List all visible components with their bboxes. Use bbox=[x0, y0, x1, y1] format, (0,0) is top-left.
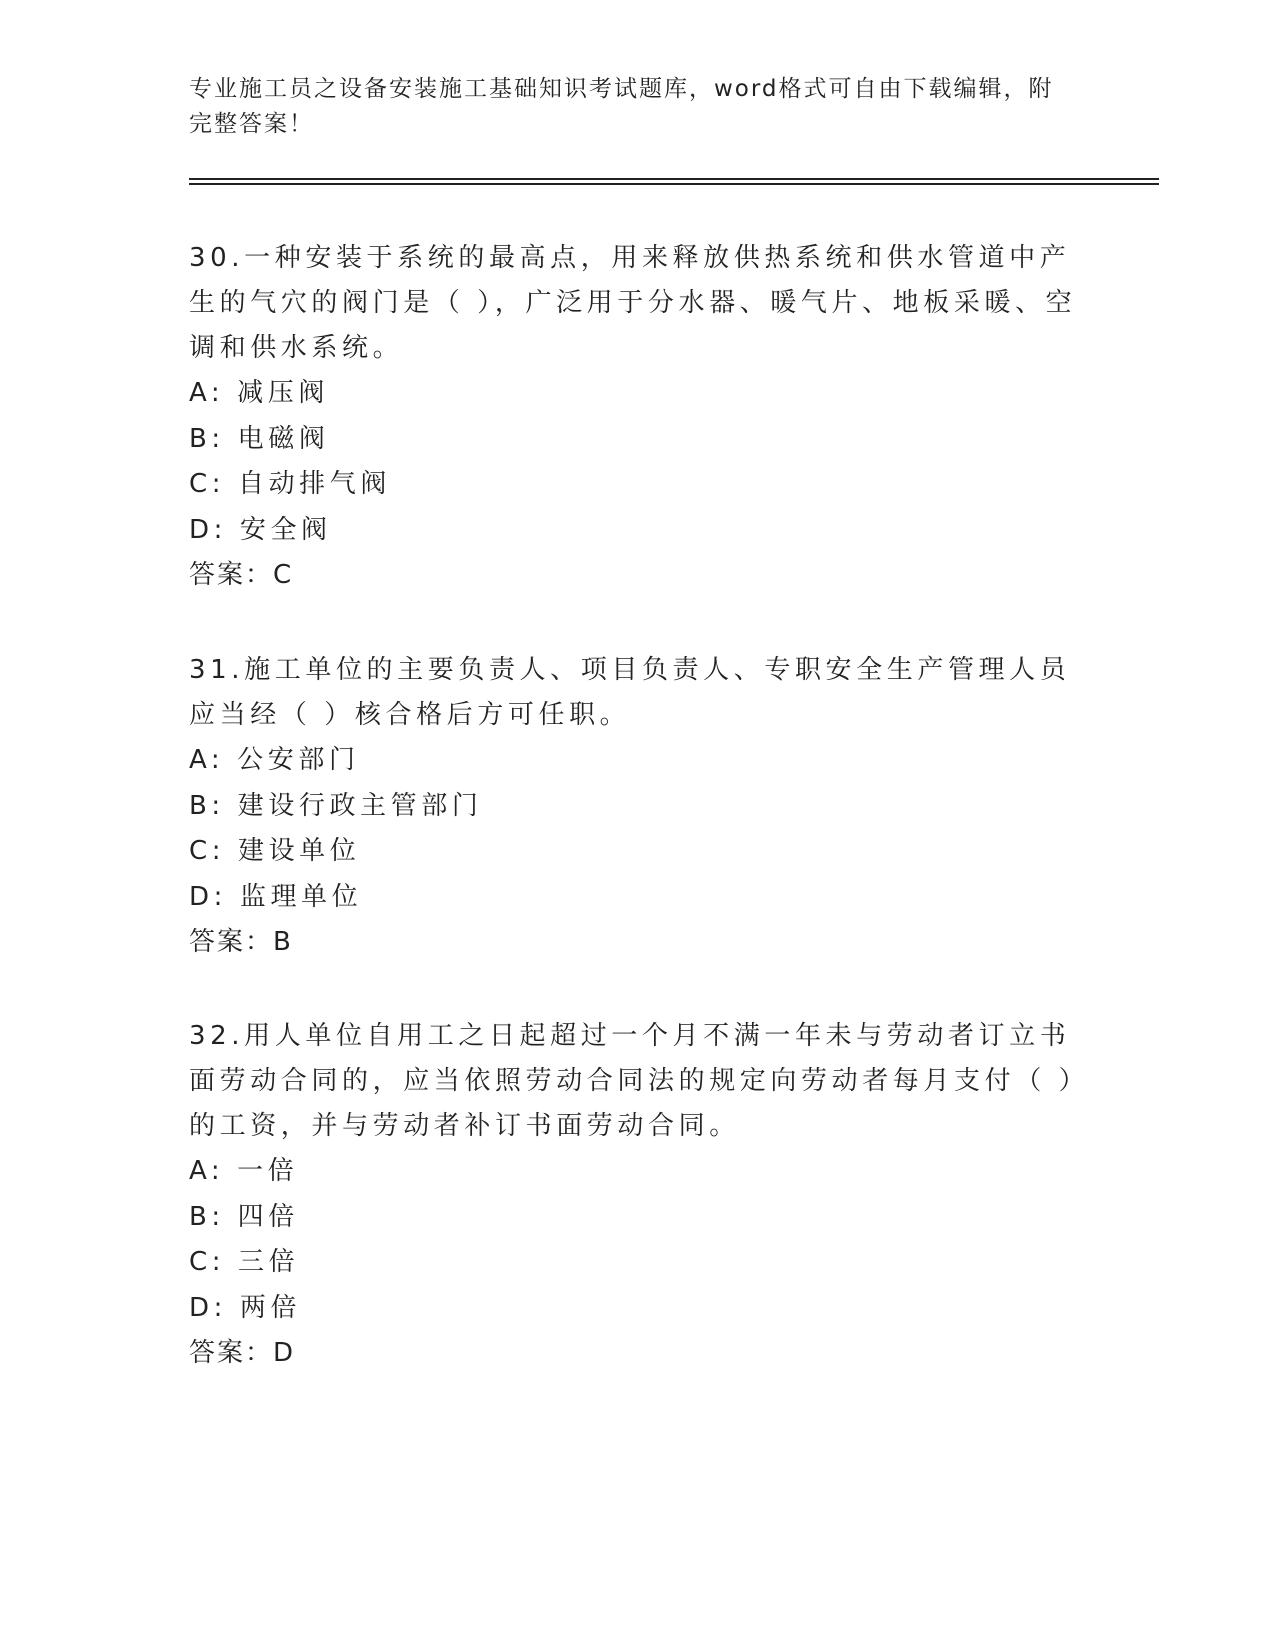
option-b: B: 电磁阀 bbox=[189, 423, 330, 454]
option-b: B: 建设行政主管部门 bbox=[189, 790, 483, 821]
option-a: A: 减压阀 bbox=[189, 378, 329, 408]
question-30 bbox=[189, 236, 1089, 598]
question-stem: 31.施工单位的主要负责人、项目负责人、专职安全生产管理人员应当经（ ）核合格后方可任职。 bbox=[189, 655, 1071, 730]
header-divider-top bbox=[189, 178, 1159, 180]
option-c: C: 自动排气阀 bbox=[189, 469, 391, 499]
answer: 答案：B bbox=[189, 927, 293, 957]
option-d: D: 两倍 bbox=[189, 1292, 302, 1323]
option-d: D: 监理单位 bbox=[189, 881, 363, 912]
option-c: C: 三倍 bbox=[189, 1247, 300, 1277]
document-header: 专业施工员之设备安装施工基础知识考试题库，word格式可自由下载编辑，附完整答案！ bbox=[189, 76, 1054, 137]
option-b: B: 四倍 bbox=[189, 1201, 299, 1232]
option-a: A: 一倍 bbox=[189, 1156, 299, 1186]
answer: 答案：D bbox=[189, 1338, 296, 1368]
question-stem: 30.一种安装于系统的最高点，用来释放供热系统和供水管道中产生的气穴的阀门是（ ），广泛用于分水器、暖气片、地板采暖、空调和供水系统。 bbox=[189, 243, 1077, 363]
answer: 答案：C bbox=[189, 560, 294, 590]
header-divider-bottom bbox=[189, 183, 1159, 185]
option-d: D: 安全阀 bbox=[189, 514, 332, 545]
option-a: A: 公安部门 bbox=[189, 745, 360, 775]
question-31 bbox=[189, 648, 1089, 965]
question-32 bbox=[189, 1014, 1089, 1376]
option-c: C: 建设单位 bbox=[189, 836, 361, 866]
question-stem: 32.用人单位自用工之日起超过一个月不满一年未与劳动者订立书面劳动合同的，应当依照劳动合同法的规定向劳动者每月支付（ ）的工资，并与劳动者补订书面劳动合同。 bbox=[189, 1021, 1077, 1141]
